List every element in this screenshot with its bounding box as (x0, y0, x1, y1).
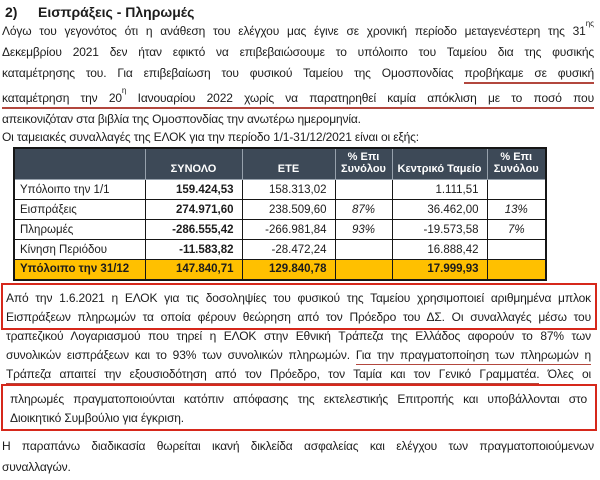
table-cell: 129.840,78 (242, 260, 335, 280)
paragraph-line: Εισπράξεων πληρωμών τα οποία φέρουν θεώρηση από τον Πρόεδρο του ΔΣ. Οι συναλλαγές μέσω του (6, 310, 591, 324)
table-cell (487, 180, 546, 200)
table-cell: -11.583,82 (145, 240, 242, 260)
table-cell: 16.888,42 (392, 240, 487, 260)
column-header: ΕΤΕ (242, 148, 335, 180)
table-cell: -28.472,24 (242, 240, 335, 260)
section-title: Εισπράξεις - Πληρωμές (38, 4, 195, 20)
paragraph-line: Η παραπάνω διαδικασία θωρείται ικανή δικλείδα ασφαλείας και ελέγχου των πραγματοποιούμενων (2, 439, 594, 453)
table-cell: 87% (335, 200, 392, 220)
red-underline-annotation: Για την πραγματοποίηση των πληρωμών η (356, 348, 591, 365)
table-cell: 158.313,02 (242, 180, 335, 200)
red-underline-annotation: προβήκαμε σε φυσική (464, 66, 594, 84)
paragraph-line: συνολικών εισπράξεων και το 93% των συνολικών πληρωμών. Για την πραγματοποίηση των πληρωμών η (6, 346, 591, 365)
paragraph-line: Διοικητικό Συμβούλιο για έγκριση. (10, 411, 184, 425)
red-underline-annotation: καταμέτρηση την $20^\eta$ Ιανουαρίου 2022 χωρίς να παρατηρηθεί καμία απόκλιση με το ποσό που (2, 91, 594, 109)
section-number: 2) (5, 4, 18, 20)
column-header: ΣΥΝΟΛΟ (145, 148, 242, 180)
table-cell: 159.424,53 (145, 180, 242, 200)
table-row (14, 200, 546, 220)
superscript: η (121, 86, 127, 95)
table-caption: Οι ταμειακές συναλλαγές της ΕΛΟΚ για την περίοδο 1/1-31/12/2021 είναι οι εξής: (2, 130, 419, 144)
paragraph-line: Από την 1.6.2021 η ΕΛΟΚ για τις δοσοληψίες του φυσικού της Ταμείου χρησιμοποιεί αριθμημένα μπλοκ (6, 291, 591, 305)
paragraph-line: πληρωμές πραγματοποιούνται κατόπιν απόφασης της εκτελεστικής Επιτροπής και υποβάλλονται στο (10, 392, 587, 406)
table-row (14, 220, 546, 240)
table-cell: 1.111,51 (392, 180, 487, 200)
red-underline-annotation: Τράπεζα απαιτεί την εξουσιοδότηση από τον Πρόεδρο, τον Ταμία και τον Γενικό Γραμματέα. (6, 367, 539, 384)
table-cell: -266.981,84 (242, 220, 335, 240)
approval-paragraph (0, 390, 597, 428)
table-cell: 238.509,60 (242, 200, 335, 220)
paragraph-line: Δεκεμβρίου 2021 δεν ήταν εφικτό να επιβεβαιώσουμε το υπόλοιπο του Ταμείου δια της φυσικής (2, 45, 594, 59)
paragraph-line: Λόγω του γεγονότος ότι η ανάθεση του ελέγχου μας έγινε σε χρονική περίοδο μεταγενέστερη της $31^{\eta\varsigma}$ (2, 19, 594, 38)
table-cell (335, 240, 392, 260)
paragraph-line: συναλλαγών. (2, 460, 71, 474)
table-cell: Υπόλοιπο την 1/1 (14, 180, 145, 200)
paragraph-line: Τράπεζα απαιτεί την εξουσιοδότηση από τον Πρόεδρο, τον Ταμία και τον Γενικό Γραμματέα. Όλες οι (6, 365, 591, 384)
table-cell: 17.999,93 (392, 260, 487, 280)
intro-paragraph (2, 17, 594, 130)
table-cell (335, 180, 392, 200)
table-row (14, 180, 546, 200)
table-cell: 7% (487, 220, 546, 240)
table-row (14, 240, 546, 260)
table-cell (487, 240, 546, 260)
table-cell: -286.555,42 (145, 220, 242, 240)
paragraph-line: απεικονιζόταν στα βιβλία της Ομοσπονδίας την ανωτέρω ημερομηνία. (2, 112, 361, 126)
superscript: ης (585, 19, 594, 28)
column-header: % Επι Συνόλου (335, 148, 392, 180)
table-cell (335, 260, 392, 280)
cash-transactions-table (13, 147, 547, 281)
column-header: Κεντρικό Ταμείο (392, 148, 487, 180)
table-cell: 93% (335, 220, 392, 240)
column-header: % Επι Συνόλου (487, 148, 546, 180)
table-cell: Κίνηση Περιόδου (14, 240, 145, 260)
paragraph-line: καταμέτρησης του. Για επιβεβαίωση του φυσικού Ταμείου της Ομοσπονδίας προβήκαμε σε φυσική (2, 63, 594, 84)
table-cell: Εισπράξεις (14, 200, 145, 220)
paragraph-line (2, 84, 594, 109)
paragraph-line: τραπεζικού Λογαριασμού που τηρεί η ΕΛΟΚ στην Εθνική Τράπεζα της Ελλάδος αφορούν το 87% των (6, 329, 591, 343)
table-header-row (14, 148, 546, 180)
table-cell: 13% (487, 200, 546, 220)
table-cell: -19.573,58 (392, 220, 487, 240)
closing-paragraph (2, 436, 594, 478)
column-header (14, 148, 145, 180)
table-cell: Πληρωμές (14, 220, 145, 240)
cash-handling-paragraph (0, 289, 597, 384)
table-cell: 36.462,00 (392, 200, 487, 220)
table-cell (487, 260, 546, 280)
table-cell: 147.840,71 (145, 260, 242, 280)
table-cell: Υπόλοιπο την 31/12 (14, 260, 145, 280)
table-cell: 274.971,60 (145, 200, 242, 220)
table-row-highlighted (14, 260, 546, 280)
